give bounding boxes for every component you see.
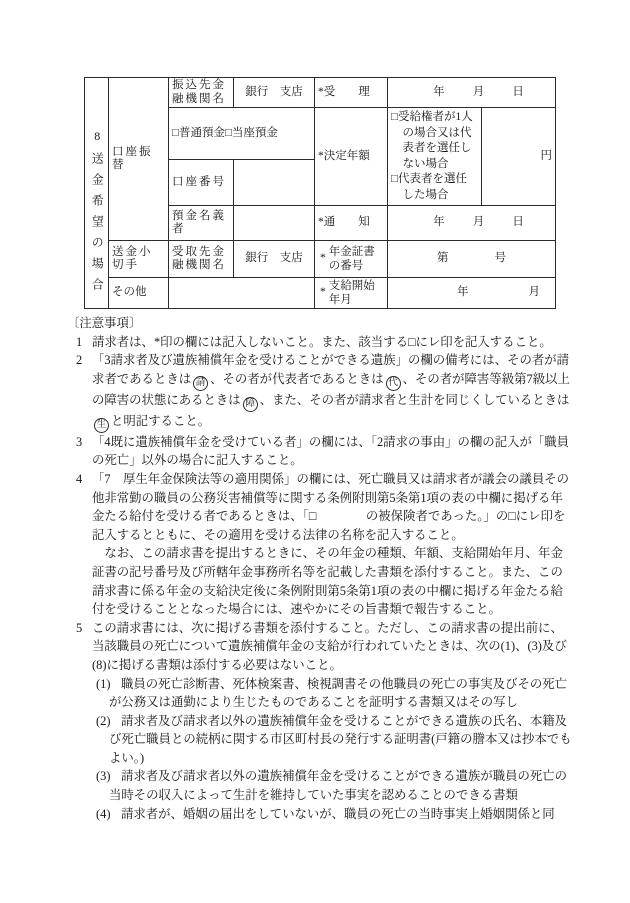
note-3-number: 3	[76, 434, 83, 449]
yen-unit-label: 円	[540, 149, 552, 162]
checkbox-ordinary-deposit[interactable]: □普通預金	[172, 126, 225, 139]
account-number-input[interactable]	[234, 160, 315, 206]
notice-day-label: 日	[512, 216, 524, 229]
note-2	[66, 351, 573, 433]
note-2-text-3: 、その者が障害等級第7級以上の障害の状態にあるときは	[92, 371, 570, 407]
checkbox-representative-selected[interactable]: □代表者を選任した場合	[391, 173, 467, 201]
circled-disability-mark: 障	[243, 397, 258, 412]
note-3	[66, 433, 573, 470]
transfer-bank-input[interactable]: 銀行 支店	[234, 78, 315, 108]
notes-heading: 〔注意事項〕	[67, 316, 142, 330]
note-2-text-5: と明記すること。	[111, 413, 211, 428]
pension-certificate-number-label: 年金証書の番号	[328, 246, 375, 272]
method-account-transfer-label: 口座振替	[109, 78, 169, 241]
notes-section	[66, 314, 573, 823]
receipt-year-label: 年	[433, 85, 445, 98]
account-number-label: 口座番号	[169, 160, 234, 206]
notice-date-cell[interactable]	[388, 206, 556, 241]
note-2-number: 2	[76, 353, 83, 368]
circled-representative-mark: 代	[386, 376, 401, 391]
payment-start-label: 支給開始年月	[328, 280, 375, 306]
payee-bank-label: 受取先金融機関名	[169, 241, 234, 278]
number-prefix-label: 第	[437, 252, 449, 265]
subitem-4-number: (4)	[96, 806, 111, 821]
decided-amount-input[interactable]	[482, 108, 556, 206]
note-4-paragraph-2: なお、この請求書を提出するときに、その年金の種類、年額、支給開始年月、年金証書の記号番号及び所轄年金事務所名等を記載した書類を添付すること。また、この請求書に係る年金の支給決定後に条例附則第5条第1項の表の中欄に掲げる年金たる給付を受けることとなった場合には、速やかにその旨書類で報告すること。	[92, 546, 563, 617]
subitem-2-text: 請求者及び請求者以外の遺族補償年金を受けることができる遺族の氏名、本籍及び死亡職員との続柄に関する市区町村長の発行する証明書(戸籍の謄本又は抄本でもよい。)	[109, 713, 572, 765]
note-1-number: 1	[76, 334, 83, 349]
checkbox-current-deposit[interactable]: □当座預金	[224, 126, 278, 139]
transfer-bank-label: 振込先金融機関名	[169, 78, 234, 108]
method-other-label: その他	[109, 278, 169, 309]
note-5-subitem-4	[66, 805, 573, 824]
other-method-input[interactable]	[169, 278, 315, 309]
pension-certificate-number-input[interactable]	[388, 241, 556, 278]
subitem-3-text: 請求者及び請求者以外の遺族補償年金を受けることができる遺族が職員の死亡の当時その収入によって生計を維持していた事実を認めることのできる書類	[109, 769, 568, 803]
receipt-label: *受 理	[315, 78, 388, 108]
notice-month-label: 月	[472, 216, 485, 229]
deposit-type-cell	[169, 108, 315, 160]
note-4-paragraph-1: 「7 厚生年金保険法等の適用関係」の欄には、死亡職員又は請求者が議会の議員その他非常勤の職員の公務災害補償等に関する条例附則第5条第1項の表の中欄に掲げる年金たる給付を受ける者であるときは、「□ の被保険者であった。」の□にレ印を記入するとともに、その適用を受ける法律の名称を記入すること。	[92, 471, 570, 542]
decided-amount-options-cell	[388, 108, 482, 206]
note-5-subitem-1	[66, 675, 573, 712]
note-4	[66, 470, 573, 619]
notice-year-label: 年	[433, 216, 445, 229]
subitem-4-text: 請求者が、婚姻の届出をしていないが、職員の死亡の当時事実上婚姻関係と同	[121, 806, 555, 821]
start-month-label: 月	[528, 286, 540, 299]
circled-claimant-mark: 請	[193, 376, 208, 391]
remittance-section-table	[84, 77, 556, 309]
note-1	[66, 333, 573, 352]
receipt-day-label: 日	[512, 85, 524, 98]
note-2-text-1: 「3請求者及び遺族補償年金を受けることができる遺族」の欄の備考には、その者が請求者であるときは	[92, 353, 570, 386]
number-suffix-label: 号	[494, 252, 506, 265]
account-holder-label: 預金名義者	[169, 206, 234, 241]
decided-annual-amount-label: *決定年額	[315, 108, 388, 206]
section-8-remittance-label-cell	[85, 78, 109, 309]
note-5-text: この請求書には、次に掲げる書類を添付すること。ただし、この請求書の提出前に、当該職員の死亡について遺族補償年金の支給が行われていたときは、次の(1)、(3)及び(8)に掲げる書類は添付する必要はないこと。	[92, 620, 567, 672]
payment-start-input[interactable]	[388, 278, 556, 309]
method-remittance-check-label: 送金小切手	[109, 241, 169, 278]
start-year-label: 年	[457, 286, 469, 299]
circled-livelihood-mark: 生	[94, 418, 109, 433]
note-2-text-4: 、また、その者が請求者と生計を同じくしているときは	[259, 392, 570, 407]
pension-certificate-number-label-cell	[315, 241, 388, 278]
note-2-text-2: 、その者が代表者であるときは	[210, 371, 384, 386]
note-4-number: 4	[76, 471, 83, 486]
section-8-remittance-label: 8送金希望の場合	[90, 129, 105, 299]
note-3-text: 「4既に遺族補償年金を受けている者」の欄には、「2請求の事由」の欄の記入が「職員の死亡」以外の場合に記入すること。	[92, 434, 570, 468]
checkbox-single-beneficiary-or-no-representative[interactable]: □受給権者が1人の場合又は代表者を選任しない場合	[391, 111, 473, 170]
payment-start-label-cell	[315, 278, 388, 309]
note-5	[66, 619, 573, 824]
asterisk-icon: *	[320, 286, 326, 299]
note-5-number: 5	[76, 620, 83, 635]
note-5-subitem-2	[66, 712, 573, 768]
subitem-1-number: (1)	[96, 676, 111, 691]
account-holder-input[interactable]	[234, 206, 315, 241]
note-5-subitem-3	[66, 767, 573, 804]
notice-label: *通 知	[315, 206, 388, 241]
note-1-text: 請求者は、*印の欄には記入しないこと。また、該当する□にレ印を記入すること。	[92, 334, 552, 349]
asterisk-icon: *	[320, 252, 326, 265]
receipt-month-label: 月	[472, 85, 485, 98]
subitem-1-text: 職員の死亡診断書、死体検案書、検視調書その他職員の死亡の事実及びその死亡が公務又は通勤により生じたものであることを証明する書類又はその写し	[109, 676, 568, 710]
subitem-2-number: (2)	[96, 713, 111, 728]
payee-bank-input[interactable]: 銀行 支店	[234, 241, 315, 278]
subitem-3-number: (3)	[96, 769, 111, 784]
receipt-date-cell[interactable]	[388, 78, 556, 108]
